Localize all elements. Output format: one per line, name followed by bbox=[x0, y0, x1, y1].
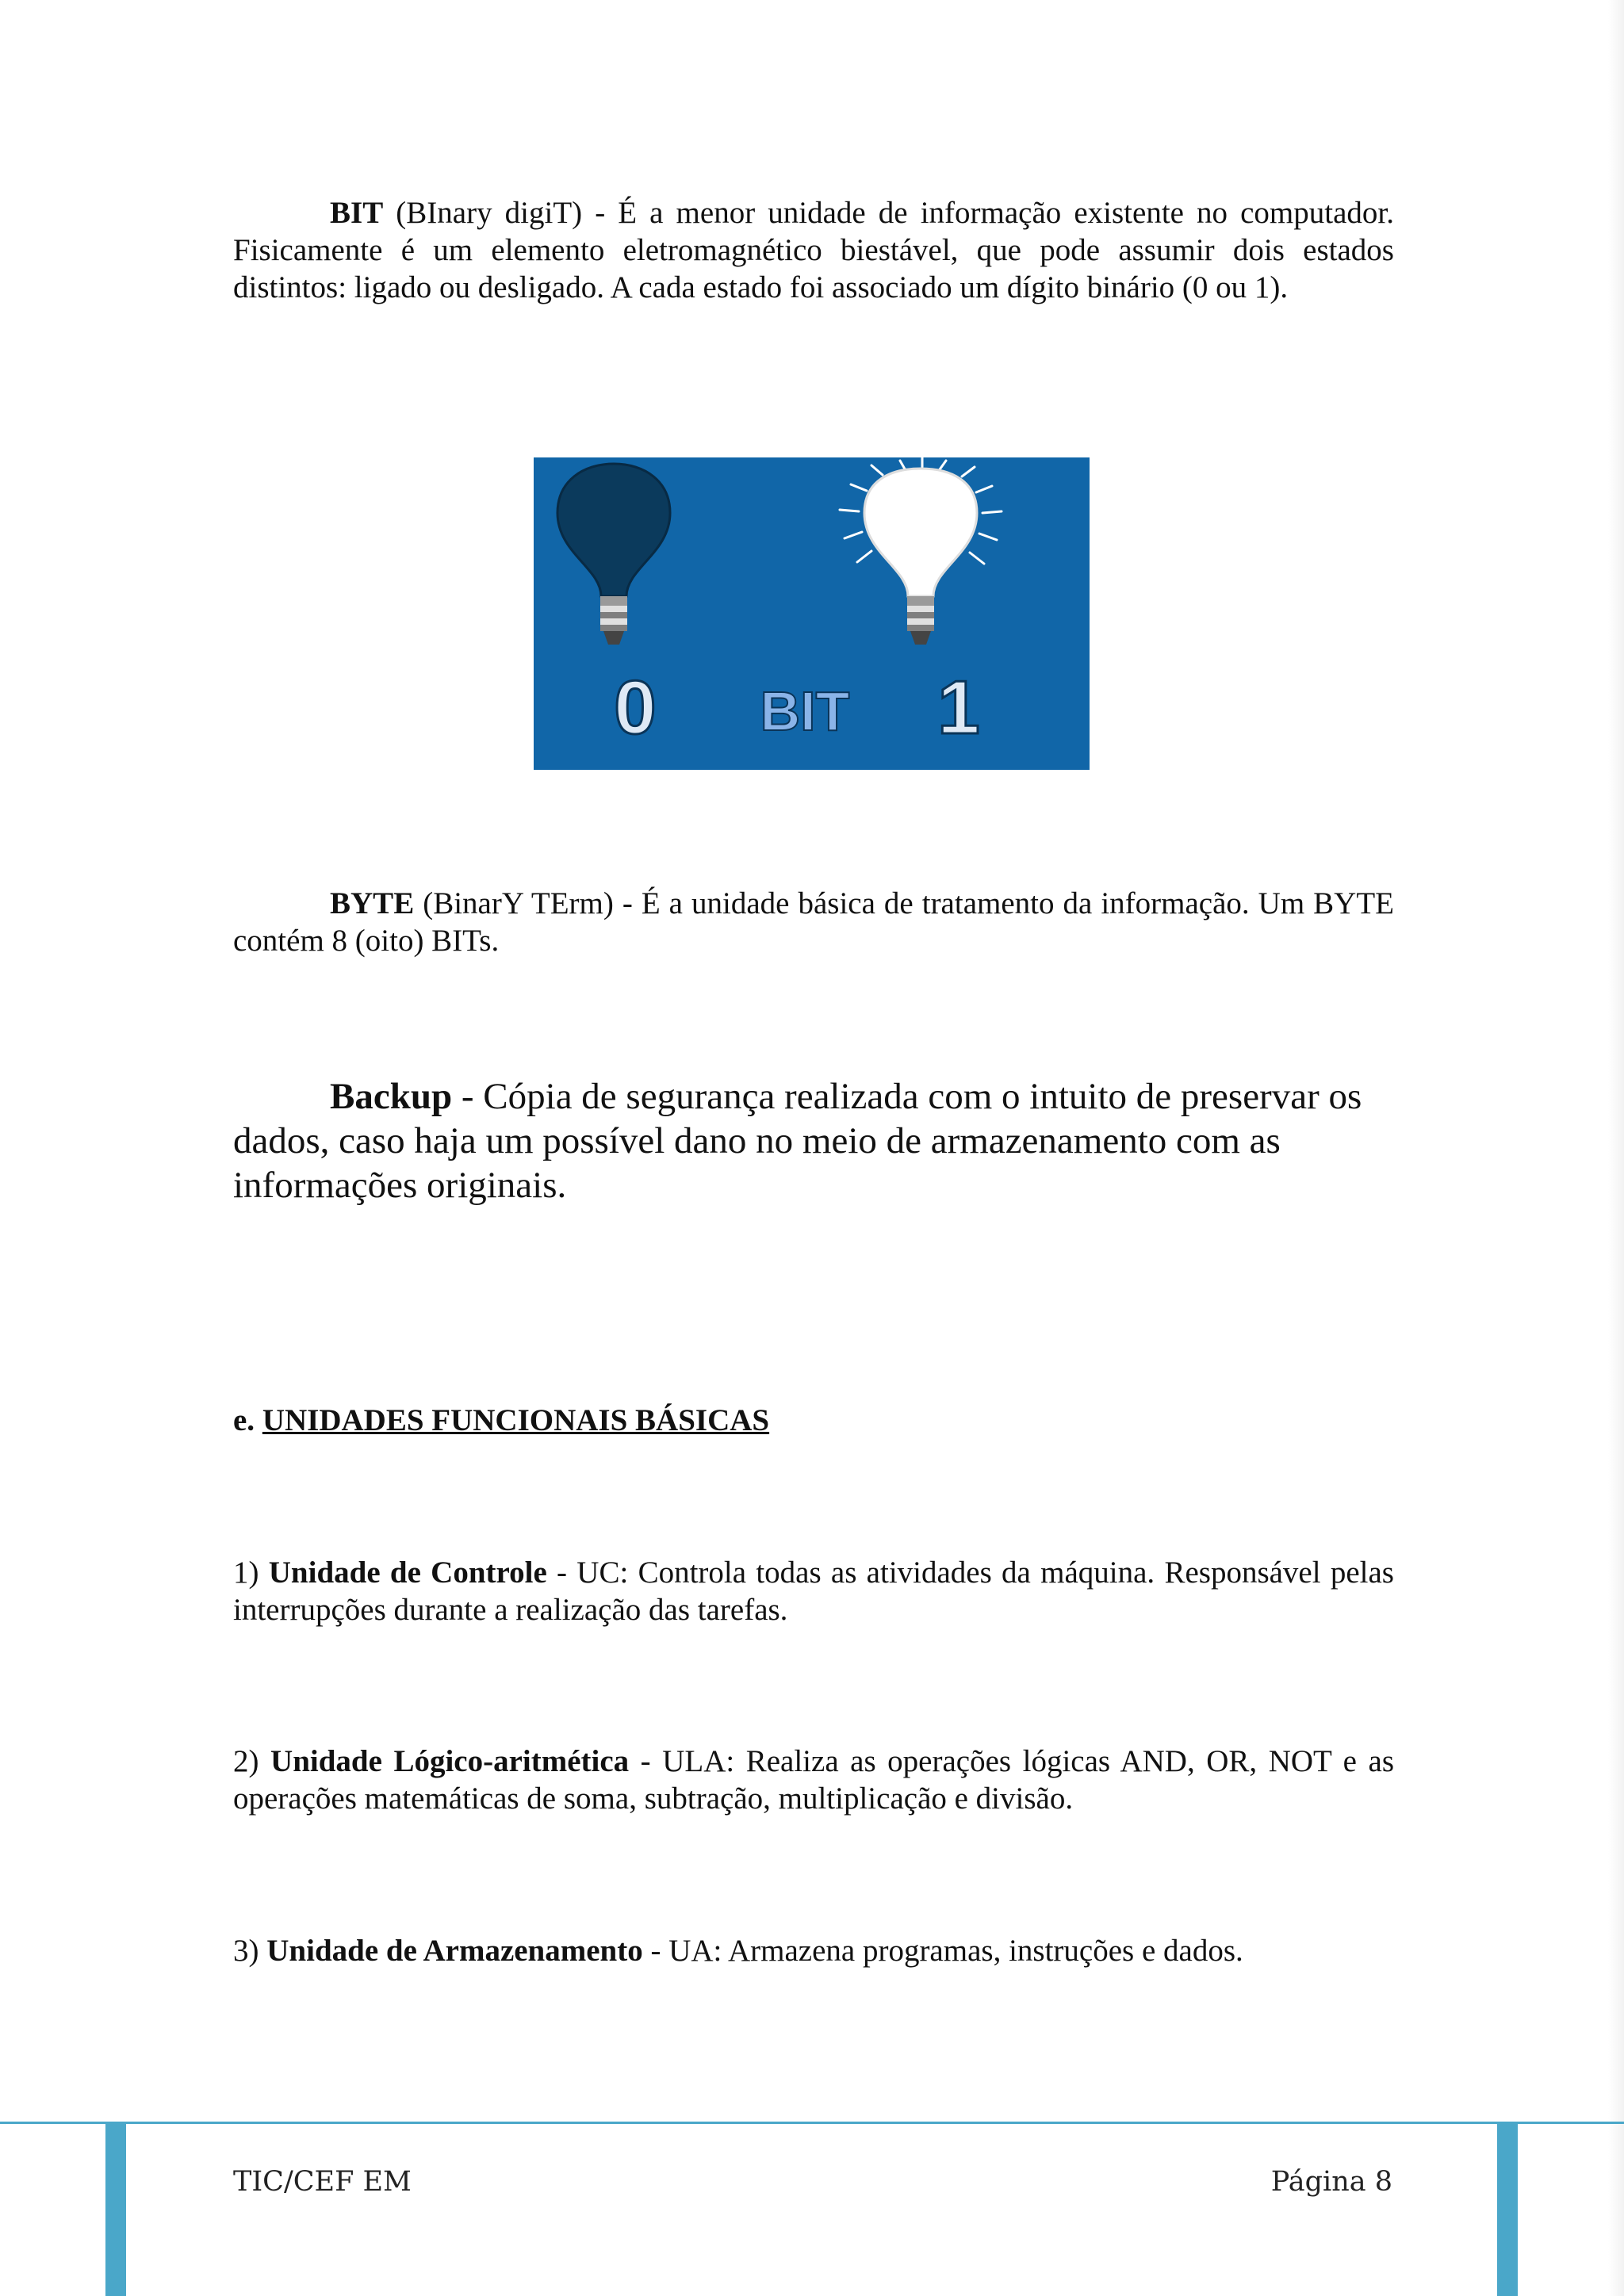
item-description: - UA: Armazena programas, instruções e dados. bbox=[642, 1934, 1243, 1968]
footer-divider bbox=[0, 2122, 1624, 2124]
backup-term: Backup bbox=[330, 1076, 453, 1117]
item-term: Unidade Lógico-aritmética bbox=[270, 1744, 630, 1778]
bit-illustration bbox=[534, 457, 1090, 770]
footer-page-number: Página 8 bbox=[1270, 2166, 1392, 2198]
section-prefix: e. bbox=[233, 1403, 262, 1437]
bit-center-label: BIT bbox=[760, 680, 850, 742]
item-number: 2) bbox=[233, 1744, 271, 1778]
item-description: - ULA: Realiza as operações lógicas AND, OR, NOT e as operações matemáticas de soma, subtração, multiplicação e divisão. bbox=[233, 1744, 1394, 1816]
bit-definition: (BInary digiT) - É a menor unidade de informação existente no computador. Fisicamente é um elemento eletromagnético biestável, que pode assumir dois estados distintos: ligado ou desligado. A cada estado foi associado um dígito binário (0 ou 1). bbox=[233, 196, 1394, 304]
item-number: 1) bbox=[233, 1556, 269, 1590]
item-description: - UC: Controla todas as atividades da máquina. Responsável pelas interrupções durante a realização das tarefas. bbox=[233, 1556, 1394, 1627]
list-item bbox=[233, 1932, 1394, 1969]
byte-paragraph bbox=[233, 885, 1394, 959]
bit-paragraph bbox=[233, 194, 1394, 306]
bit-one-label: 1 bbox=[937, 665, 980, 750]
bit-term: BIT bbox=[330, 196, 384, 230]
item-term: Unidade de Controle bbox=[268, 1556, 547, 1590]
list-item bbox=[233, 1554, 1394, 1628]
item-term: Unidade de Armazenamento bbox=[266, 1934, 643, 1968]
backup-definition: - Cópia de segurança realizada com o intuito de preservar os dados, caso haja um possível dano no meio de armazenamento com as informações originais. bbox=[233, 1076, 1362, 1206]
bulb-on-icon bbox=[840, 457, 1002, 645]
byte-definition: (BinarY TErm) - É a unidade básica de tratamento da informação. Um BYTE contém 8 (oito) BITs. bbox=[233, 886, 1394, 958]
page-edge bbox=[1608, 0, 1624, 2296]
section-title: UNIDADES FUNCIONAIS BÁSICAS bbox=[262, 1403, 770, 1437]
footer-right-bar bbox=[1497, 2124, 1518, 2296]
bulb-off-icon bbox=[557, 464, 670, 645]
footer-left-bar bbox=[105, 2124, 126, 2296]
list-item bbox=[233, 1743, 1394, 1817]
item-number: 3) bbox=[233, 1934, 267, 1968]
byte-term: BYTE bbox=[330, 886, 415, 920]
backup-paragraph bbox=[233, 1074, 1394, 1207]
footer-course-label: TIC/CEF EM bbox=[233, 2166, 412, 2198]
section-heading bbox=[233, 1402, 769, 1439]
bit-zero-label: 0 bbox=[614, 665, 657, 750]
